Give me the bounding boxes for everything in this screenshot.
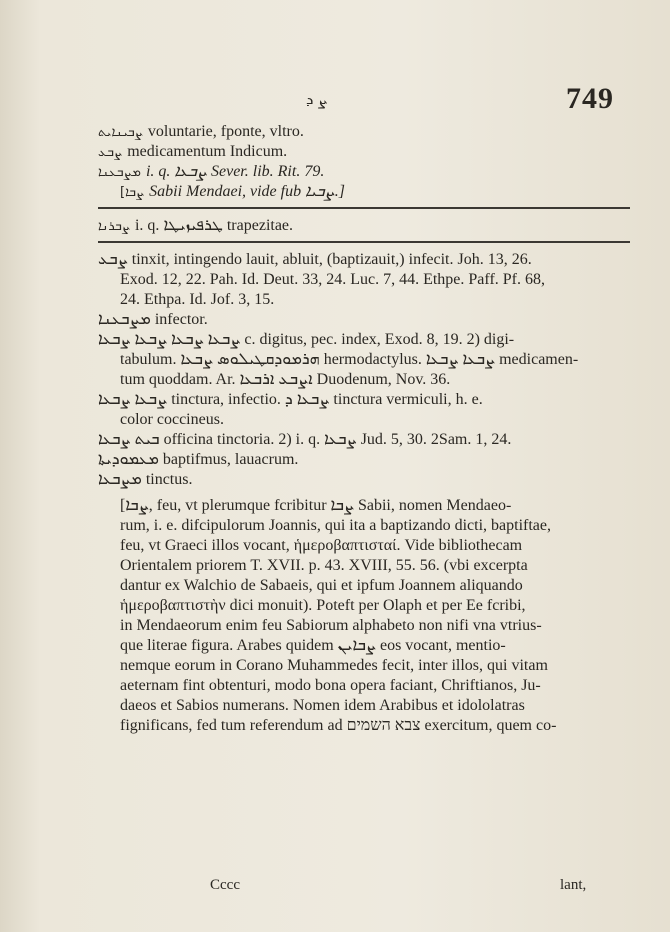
text-line: ܨܒܥ tinxit, intingendo lauit, abluit, (baptizauit,) infecit. Joh. 13, 26. — [98, 251, 532, 268]
text-line: ܨܒܥܐ ܨܒܥܐ ܨܒܥܐ ܨܒܥܐ c. digitus, pec. index, Exod. 8, 19. 2) digi- — [98, 331, 515, 348]
entry-line — [98, 162, 630, 182]
text-line: que literae figura. Arabes quidem ܨܒܐܝܢ eos vocant, mentio- — [120, 637, 506, 654]
text-line: ܒܝܬ ܨܒܥܐ officina tinctoria. 2) i. q. ܨܒܥܐ Jud. 5, 30. 2Sam. 1, 24. — [98, 431, 512, 448]
entry-gloss: i. q. ܛܪܦܝܙܝܛܐ trapezitae. — [134, 217, 294, 234]
catchword: lant, — [560, 877, 587, 893]
section-rule — [98, 241, 630, 243]
text-line: [ܨܒܐ, feu, vt plerumque fcribitur ܨܒܐ Sabii, nomen Mendaeo- — [120, 497, 512, 514]
syriac-headword: ܡܨܒܥܢܐ — [98, 165, 141, 180]
text-line: color coccineus. — [120, 411, 224, 428]
syriac-headword: [ܨܒܐ — [120, 185, 145, 200]
text-line: 24. Ethpa. Id. Jof. 3, 15. — [120, 291, 275, 308]
entry-line — [98, 122, 630, 142]
text-line: fignificans, fed tum referendum ad צבא השמים exercitum, quem co- — [120, 717, 557, 734]
syriac-headword: ܨܒܥ — [98, 145, 123, 160]
entry-gloss: medicamentum Indicum. — [127, 143, 288, 160]
text-line: Exod. 12, 22. Pah. Id. Deut. 33, 24. Luc. 7, 44. Ethpe. Paff. Pf. 68, — [120, 271, 545, 288]
running-head-syriac: ܨ ܕ — [306, 90, 328, 108]
entry-line — [98, 182, 630, 202]
entry-gloss: i. q. ܨܒܥܐ Sever. lib. Rit. 79. — [145, 163, 325, 180]
text-line: ܡܥܡܘܕܝܬܐ baptifmus, lauacrum. — [98, 451, 299, 468]
text-line: in Mendaeorum enim feu Sabiorum alphabeto non nifi vna vtrius- — [120, 617, 542, 634]
text-line: tum quoddam. Ar. ܐܨܒܥ ܐܪܒܥܐ Duodenum, Nov. 36. — [120, 371, 451, 388]
text-line: Orientalem priorem T. XVII. p. 43. XVIII, 55. 56. (vbi excerpta — [120, 557, 528, 574]
entry-line — [98, 216, 630, 236]
text-line: ܡܨܒܥܢܐ infector. — [98, 311, 208, 328]
text-line: ἡμεροβαπτιστὴν dici monuit). Poteft per Olaph et per Ee fcribi, — [120, 597, 526, 614]
section-rule — [98, 207, 630, 209]
text-line: tabulum. ܗܪܡܘܕܩܛܝܠܘܣ ܨܒܥܐ hermodactylus. ܨܒܥܐ ܨܒܥܐ medicamen- — [120, 351, 579, 368]
syriac-headword: ܨܒܝܢܐܝܬ — [98, 125, 143, 140]
entry-gloss: Sabii Mendaei, vide fub ܨܒܝܐ.] — [149, 183, 345, 200]
text-line: ܨܒܥܐ ܨܒܥܐ tinctura, infectio. ܨܒܥܐ ܕ tinctura vermiculi, h. e. — [98, 391, 483, 408]
text-line: feu, vt Graeci illos vocant, ἡμεροβαπτισταί. Vide bibliothecam — [120, 537, 523, 554]
text-line: ܡܨܒܥܐ tinctus. — [98, 471, 193, 488]
sabii-paragraph — [98, 496, 630, 736]
syriac-headword: ܨܒܪܢܐ — [98, 219, 130, 234]
text-line: nemque eorum in Corano Muhammedes fecit, inter illos, qui vitam — [120, 657, 548, 674]
text-line: dantur ex Walchio de Sabaeis, qui et ipfum Joannem aliquando — [120, 577, 523, 594]
signature-mark: Cccc — [210, 877, 240, 893]
dictionary-body — [98, 122, 630, 736]
entry-gloss: voluntarie, fponte, vltro. — [147, 123, 304, 140]
text-line: daeos et Sabios numerans. Nomen idem Arabibus et idololatras — [120, 697, 525, 714]
text-line: aeternam fint obtenturi, modo bona opera faciant, Chriftianos, Ju- — [120, 677, 541, 694]
entry-line — [98, 142, 630, 162]
page-number: 749 — [566, 82, 614, 115]
main-entry — [98, 250, 630, 490]
text-line: rum, i. e. difcipulorum Joannis, qui ita a baptizando dicti, baptiftae, — [120, 517, 551, 534]
